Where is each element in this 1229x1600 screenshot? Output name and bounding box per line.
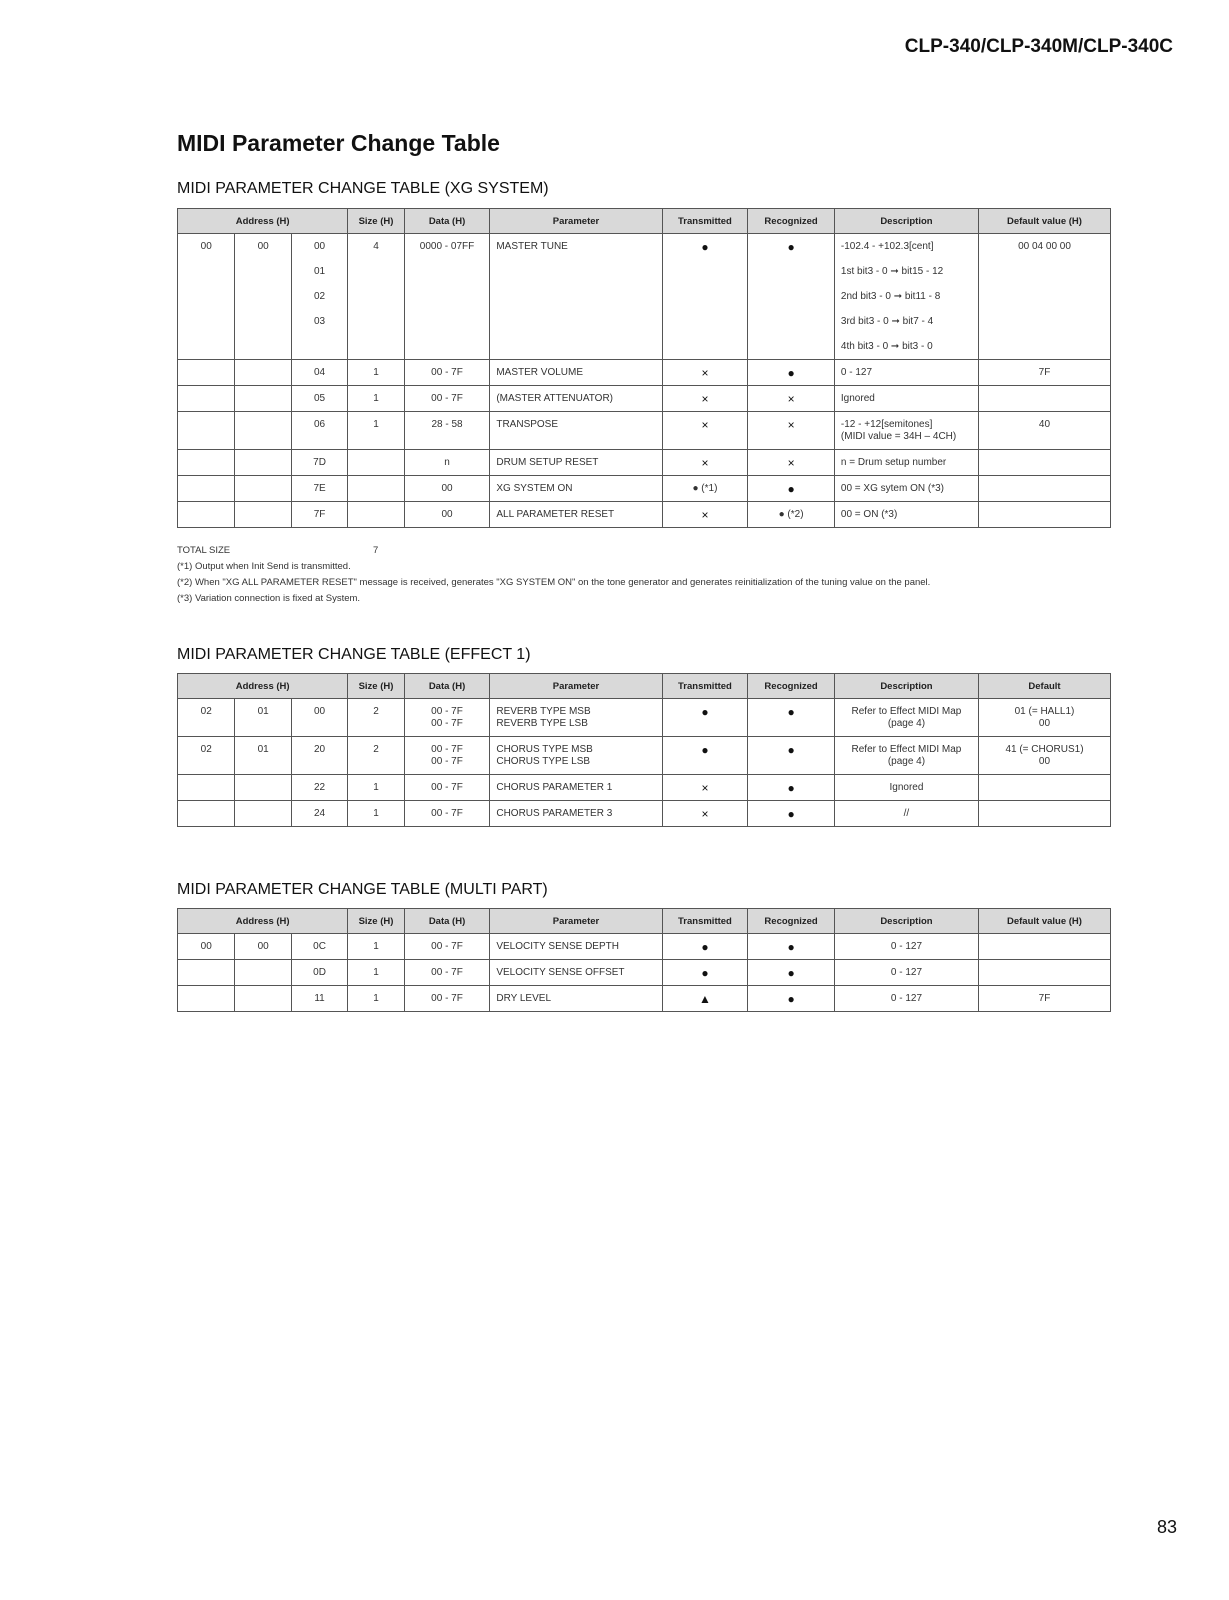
- recognized: ●: [748, 360, 835, 386]
- col-data: Data (H): [404, 909, 490, 934]
- data-range: 00 - 7F: [404, 386, 490, 412]
- col-default: Default value (H): [978, 209, 1110, 234]
- col-parameter: Parameter: [490, 674, 662, 699]
- parameter: TRANSPOSE: [490, 412, 662, 450]
- table-row: [178, 502, 1111, 528]
- multi-part-table: [177, 908, 1111, 1012]
- size: 4: [348, 234, 404, 260]
- data-range: 00 - 7F: [404, 986, 490, 1012]
- parameter: DRY LEVEL: [490, 986, 662, 1012]
- address-3: 22: [291, 775, 347, 801]
- col-size: Size (H): [348, 909, 404, 934]
- recognized: ●: [748, 775, 835, 801]
- default-value: 40: [978, 412, 1110, 450]
- total-size-label: TOTAL SIZE: [177, 545, 231, 556]
- data-range: 00 - 7F: [404, 934, 490, 960]
- transmitted: ● (*1): [662, 476, 748, 502]
- table-row: [178, 334, 1111, 360]
- data-range: [404, 699, 490, 737]
- address-3: 02: [291, 284, 347, 309]
- description: Ignored: [834, 386, 978, 412]
- address-3: 20: [291, 737, 347, 775]
- table-row: [178, 775, 1111, 801]
- xg-system-notes: [177, 543, 930, 607]
- parameter: ALL PARAMETER RESET: [490, 502, 662, 528]
- table-row: [178, 476, 1111, 502]
- address-3: 00: [291, 699, 347, 737]
- address-3: 24: [291, 801, 347, 827]
- col-recognized: Recognized: [748, 909, 835, 934]
- parameter-line-2: REVERB TYPE LSB: [496, 718, 588, 729]
- effect1-table: [177, 673, 1111, 827]
- description-line-2: (MIDI value = 34H – 4CH): [840, 431, 957, 442]
- address-3: 05: [291, 386, 347, 412]
- table-row: [178, 284, 1111, 309]
- transmitted: ×: [662, 412, 748, 450]
- description: 00 = XG sytem ON (*3): [834, 476, 978, 502]
- col-address: Address (H): [178, 209, 348, 234]
- data-range: 00: [404, 476, 490, 502]
- data-range: 0000 - 07FF: [404, 234, 490, 260]
- default-value: [978, 737, 1110, 775]
- address-3: 0D: [291, 960, 347, 986]
- size: 1: [348, 386, 404, 412]
- default-value: 7F: [978, 986, 1110, 1012]
- col-data: Data (H): [404, 674, 490, 699]
- data-range: 00 - 7F: [404, 775, 490, 801]
- description-line-1: Refer to Effect MIDI Map: [851, 744, 962, 755]
- data-range: 00 - 7F: [404, 360, 490, 386]
- default-line-2: 00: [1038, 756, 1051, 767]
- description: 1st bit3 - 0 ➞ bit15 - 12: [834, 259, 978, 284]
- description-line-1: -12 - +12[semitones]: [840, 419, 933, 430]
- default-value: 7F: [978, 360, 1110, 386]
- address-1: 02: [178, 699, 235, 737]
- col-transmitted: Transmitted: [662, 674, 748, 699]
- address-3: 03: [291, 309, 347, 334]
- description: 4th bit3 - 0 ➞ bit3 - 0: [834, 334, 978, 360]
- col-transmitted: Transmitted: [662, 909, 748, 934]
- table-row: [178, 737, 1111, 775]
- address-1: 02: [178, 737, 235, 775]
- description: 00 = ON (*3): [834, 502, 978, 528]
- footnote-1: (*1) Output when Init Send is transmitted.: [177, 561, 351, 572]
- description: Ignored: [834, 775, 978, 801]
- recognized: ●: [748, 986, 835, 1012]
- total-size-value: 7: [373, 545, 379, 556]
- recognized: ●: [748, 934, 835, 960]
- col-default: Default value (H): [978, 909, 1110, 934]
- parameter: [490, 737, 662, 775]
- transmitted: ●: [662, 699, 748, 737]
- col-description: Description: [834, 209, 978, 234]
- table-row: [178, 699, 1111, 737]
- size: 1: [348, 360, 404, 386]
- header-row: [178, 674, 1111, 699]
- description-line-2: (page 4): [887, 718, 926, 729]
- col-description: Description: [834, 674, 978, 699]
- data-range: 00 - 7F: [404, 960, 490, 986]
- recognized: ●: [748, 737, 835, 775]
- table-row: [178, 234, 1111, 260]
- parameter: (MASTER ATTENUATOR): [490, 386, 662, 412]
- transmitted: ●: [662, 737, 748, 775]
- parameter: MASTER TUNE: [490, 234, 662, 260]
- parameter: VELOCITY SENSE DEPTH: [490, 934, 662, 960]
- address-3: 06: [291, 412, 347, 450]
- transmitted: ×: [662, 360, 748, 386]
- size: 1: [348, 801, 404, 827]
- data-range: 28 - 58: [404, 412, 490, 450]
- col-parameter: Parameter: [490, 209, 662, 234]
- description-line-2: (page 4): [887, 756, 926, 767]
- parameter: MASTER VOLUME: [490, 360, 662, 386]
- size: 1: [348, 934, 404, 960]
- parameter-line-1: CHORUS TYPE MSB: [496, 744, 593, 755]
- address-3: 11: [291, 986, 347, 1012]
- page-number: 83: [1156, 1517, 1177, 1537]
- recognized: ×: [748, 450, 835, 476]
- default-line-1: 41 (= CHORUS1): [1005, 744, 1084, 755]
- transmitted: ×: [662, 801, 748, 827]
- recognized: ×: [748, 412, 835, 450]
- parameter-line-2: CHORUS TYPE LSB: [496, 756, 591, 767]
- col-parameter: Parameter: [490, 909, 662, 934]
- data-range: 00 - 7F: [404, 801, 490, 827]
- table-row: [178, 934, 1111, 960]
- data-range: [404, 737, 490, 775]
- data-line-2: 00 - 7F: [431, 718, 463, 729]
- table-row: [178, 801, 1111, 827]
- model-header: CLP-340/CLP-340M/CLP-340C: [904, 36, 1173, 57]
- data-line-2: 00 - 7F: [431, 756, 463, 767]
- address-2: 00: [235, 934, 291, 960]
- address-3: 00: [291, 234, 347, 260]
- description: 0 - 127: [834, 360, 978, 386]
- table-row: [178, 450, 1111, 476]
- transmitted: ●: [662, 934, 748, 960]
- col-address: Address (H): [178, 674, 348, 699]
- description: [834, 412, 978, 450]
- data-range: 00: [404, 502, 490, 528]
- transmitted: ×: [662, 775, 748, 801]
- col-description: Description: [834, 909, 978, 934]
- default-line-1: 01 (= HALL1): [1014, 706, 1075, 717]
- default-value: [978, 386, 1110, 412]
- parameter: CHORUS PARAMETER 3: [490, 801, 662, 827]
- page-title: MIDI Parameter Change Table: [177, 130, 500, 156]
- description: 0 - 127: [834, 960, 978, 986]
- transmitted: ×: [662, 386, 748, 412]
- address-1: 00: [178, 934, 235, 960]
- table-row: [178, 412, 1111, 450]
- default-line-2: 00: [1038, 718, 1051, 729]
- size: 1: [348, 775, 404, 801]
- effect1-title: MIDI PARAMETER CHANGE TABLE (EFFECT 1): [177, 646, 531, 663]
- address-2: 00: [235, 234, 291, 260]
- recognized: ● (*2): [748, 502, 835, 528]
- recognized: ●: [748, 801, 835, 827]
- transmitted: ●: [662, 960, 748, 986]
- transmitted: ×: [662, 502, 748, 528]
- address-1: 00: [178, 234, 235, 260]
- col-recognized: Recognized: [748, 209, 835, 234]
- col-size: Size (H): [348, 209, 404, 234]
- data-range: n: [404, 450, 490, 476]
- recognized: ●: [748, 699, 835, 737]
- col-address: Address (H): [178, 909, 348, 934]
- description: 3rd bit3 - 0 ➞ bit7 - 4: [834, 309, 978, 334]
- multi-part-title: MIDI PARAMETER CHANGE TABLE (MULTI PART): [177, 881, 548, 898]
- address-3: 0C: [291, 934, 347, 960]
- col-data: Data (H): [404, 209, 490, 234]
- default-value: [978, 699, 1110, 737]
- size: 1: [348, 412, 404, 450]
- table-row: [178, 386, 1111, 412]
- address-3: 7E: [291, 476, 347, 502]
- description: 0 - 127: [834, 986, 978, 1012]
- table-row: [178, 986, 1111, 1012]
- size: 1: [348, 986, 404, 1012]
- default-value: [978, 934, 1110, 960]
- col-size: Size (H): [348, 674, 404, 699]
- table-row: [178, 259, 1111, 284]
- recognized: ×: [748, 386, 835, 412]
- address-3: 7D: [291, 450, 347, 476]
- size: 2: [348, 699, 404, 737]
- description-line-1: Refer to Effect MIDI Map: [851, 706, 962, 717]
- data-line-1: 00 - 7F: [431, 706, 463, 717]
- footnote-2: (*2) When "XG ALL PARAMETER RESET" message is received, generates "XG SYSTEM ON" on the tone generator and generates reinitialization of the tuning value on the panel.: [177, 577, 931, 588]
- recognized: ●: [748, 960, 835, 986]
- size: 1: [348, 960, 404, 986]
- parameter: [490, 699, 662, 737]
- header-row: [178, 209, 1111, 234]
- table-row: [178, 960, 1111, 986]
- col-transmitted: Transmitted: [662, 209, 748, 234]
- header-row: [178, 909, 1111, 934]
- address-3: 01: [291, 259, 347, 284]
- address-2: 01: [235, 699, 291, 737]
- size: 2: [348, 737, 404, 775]
- description: n = Drum setup number: [834, 450, 978, 476]
- table-row: [178, 360, 1111, 386]
- default-value: [978, 960, 1110, 986]
- recognized: ●: [748, 234, 835, 260]
- transmitted: ▲: [662, 986, 748, 1012]
- address-3: 04: [291, 360, 347, 386]
- data-line-1: 00 - 7F: [431, 744, 463, 755]
- address-2: 01: [235, 737, 291, 775]
- total-size-line: [177, 543, 930, 559]
- col-recognized: Recognized: [748, 674, 835, 699]
- parameter: DRUM SETUP RESET: [490, 450, 662, 476]
- footnote-3: (*3) Variation connection is fixed at System.: [177, 593, 361, 604]
- parameter: XG SYSTEM ON: [490, 476, 662, 502]
- description: [834, 737, 978, 775]
- parameter: CHORUS PARAMETER 1: [490, 775, 662, 801]
- description: [834, 699, 978, 737]
- parameter-line-1: REVERB TYPE MSB: [496, 706, 591, 717]
- description: 2nd bit3 - 0 ➞ bit11 - 8: [834, 284, 978, 309]
- parameter: VELOCITY SENSE OFFSET: [490, 960, 662, 986]
- transmitted: ●: [662, 234, 748, 260]
- description: -102.4 - +102.3[cent]: [834, 234, 978, 260]
- transmitted: ×: [662, 450, 748, 476]
- recognized: ●: [748, 476, 835, 502]
- xg-system-table: [177, 208, 1111, 528]
- description: //: [834, 801, 978, 827]
- table-row: [178, 309, 1111, 334]
- description: 0 - 127: [834, 934, 978, 960]
- default-value: 00 04 00 00: [978, 234, 1110, 260]
- address-3: 7F: [291, 502, 347, 528]
- xg-system-title: MIDI PARAMETER CHANGE TABLE (XG SYSTEM): [177, 180, 549, 197]
- col-default: Default: [978, 674, 1110, 699]
